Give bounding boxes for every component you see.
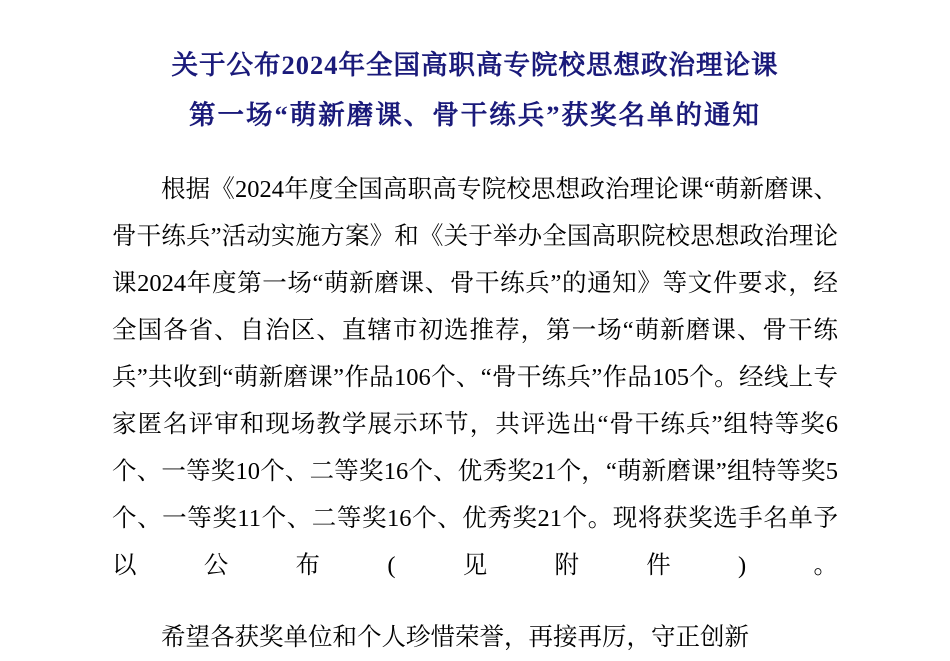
body-paragraph-2-clipped	[112, 614, 838, 651]
document-body	[112, 166, 838, 651]
title-line-1: 关于公布2024年全国高职高专院校思想政治理论课	[171, 50, 779, 80]
page-title	[112, 40, 838, 140]
body-paragraph-2: 希望各获奖单位和个人珍惜荣誉，再接再厉，守正创新	[161, 623, 749, 651]
title-line-2: 第一场“萌新磨课、骨干练兵”获奖名单的通知	[189, 100, 761, 130]
body-paragraph-1: 根据《2024年度全国高职高专院校思想政治理论课“萌新磨课、骨干练兵”活动实施方案》和《关于举办全国高职院校思想政治理论课2024年度第一场“萌新磨课、骨干练兵”的通知》等文件要求，经全国各省、自治区、直辖市初选推荐，第一场“萌新磨课、骨干练兵”共收到“萌新磨课”作品106个、“骨干练兵”作品105个。经线上专家匿名评审和现场教学展示环节，共评选出“骨干练兵”组特等奖6个、一等奖10个、二等奖16个、优秀奖21个，“萌新磨课”组特等奖5个、一等奖11个、二等奖16个、优秀奖21个。现将获奖选手名单予以公布(见附件)。	[112, 176, 838, 579]
